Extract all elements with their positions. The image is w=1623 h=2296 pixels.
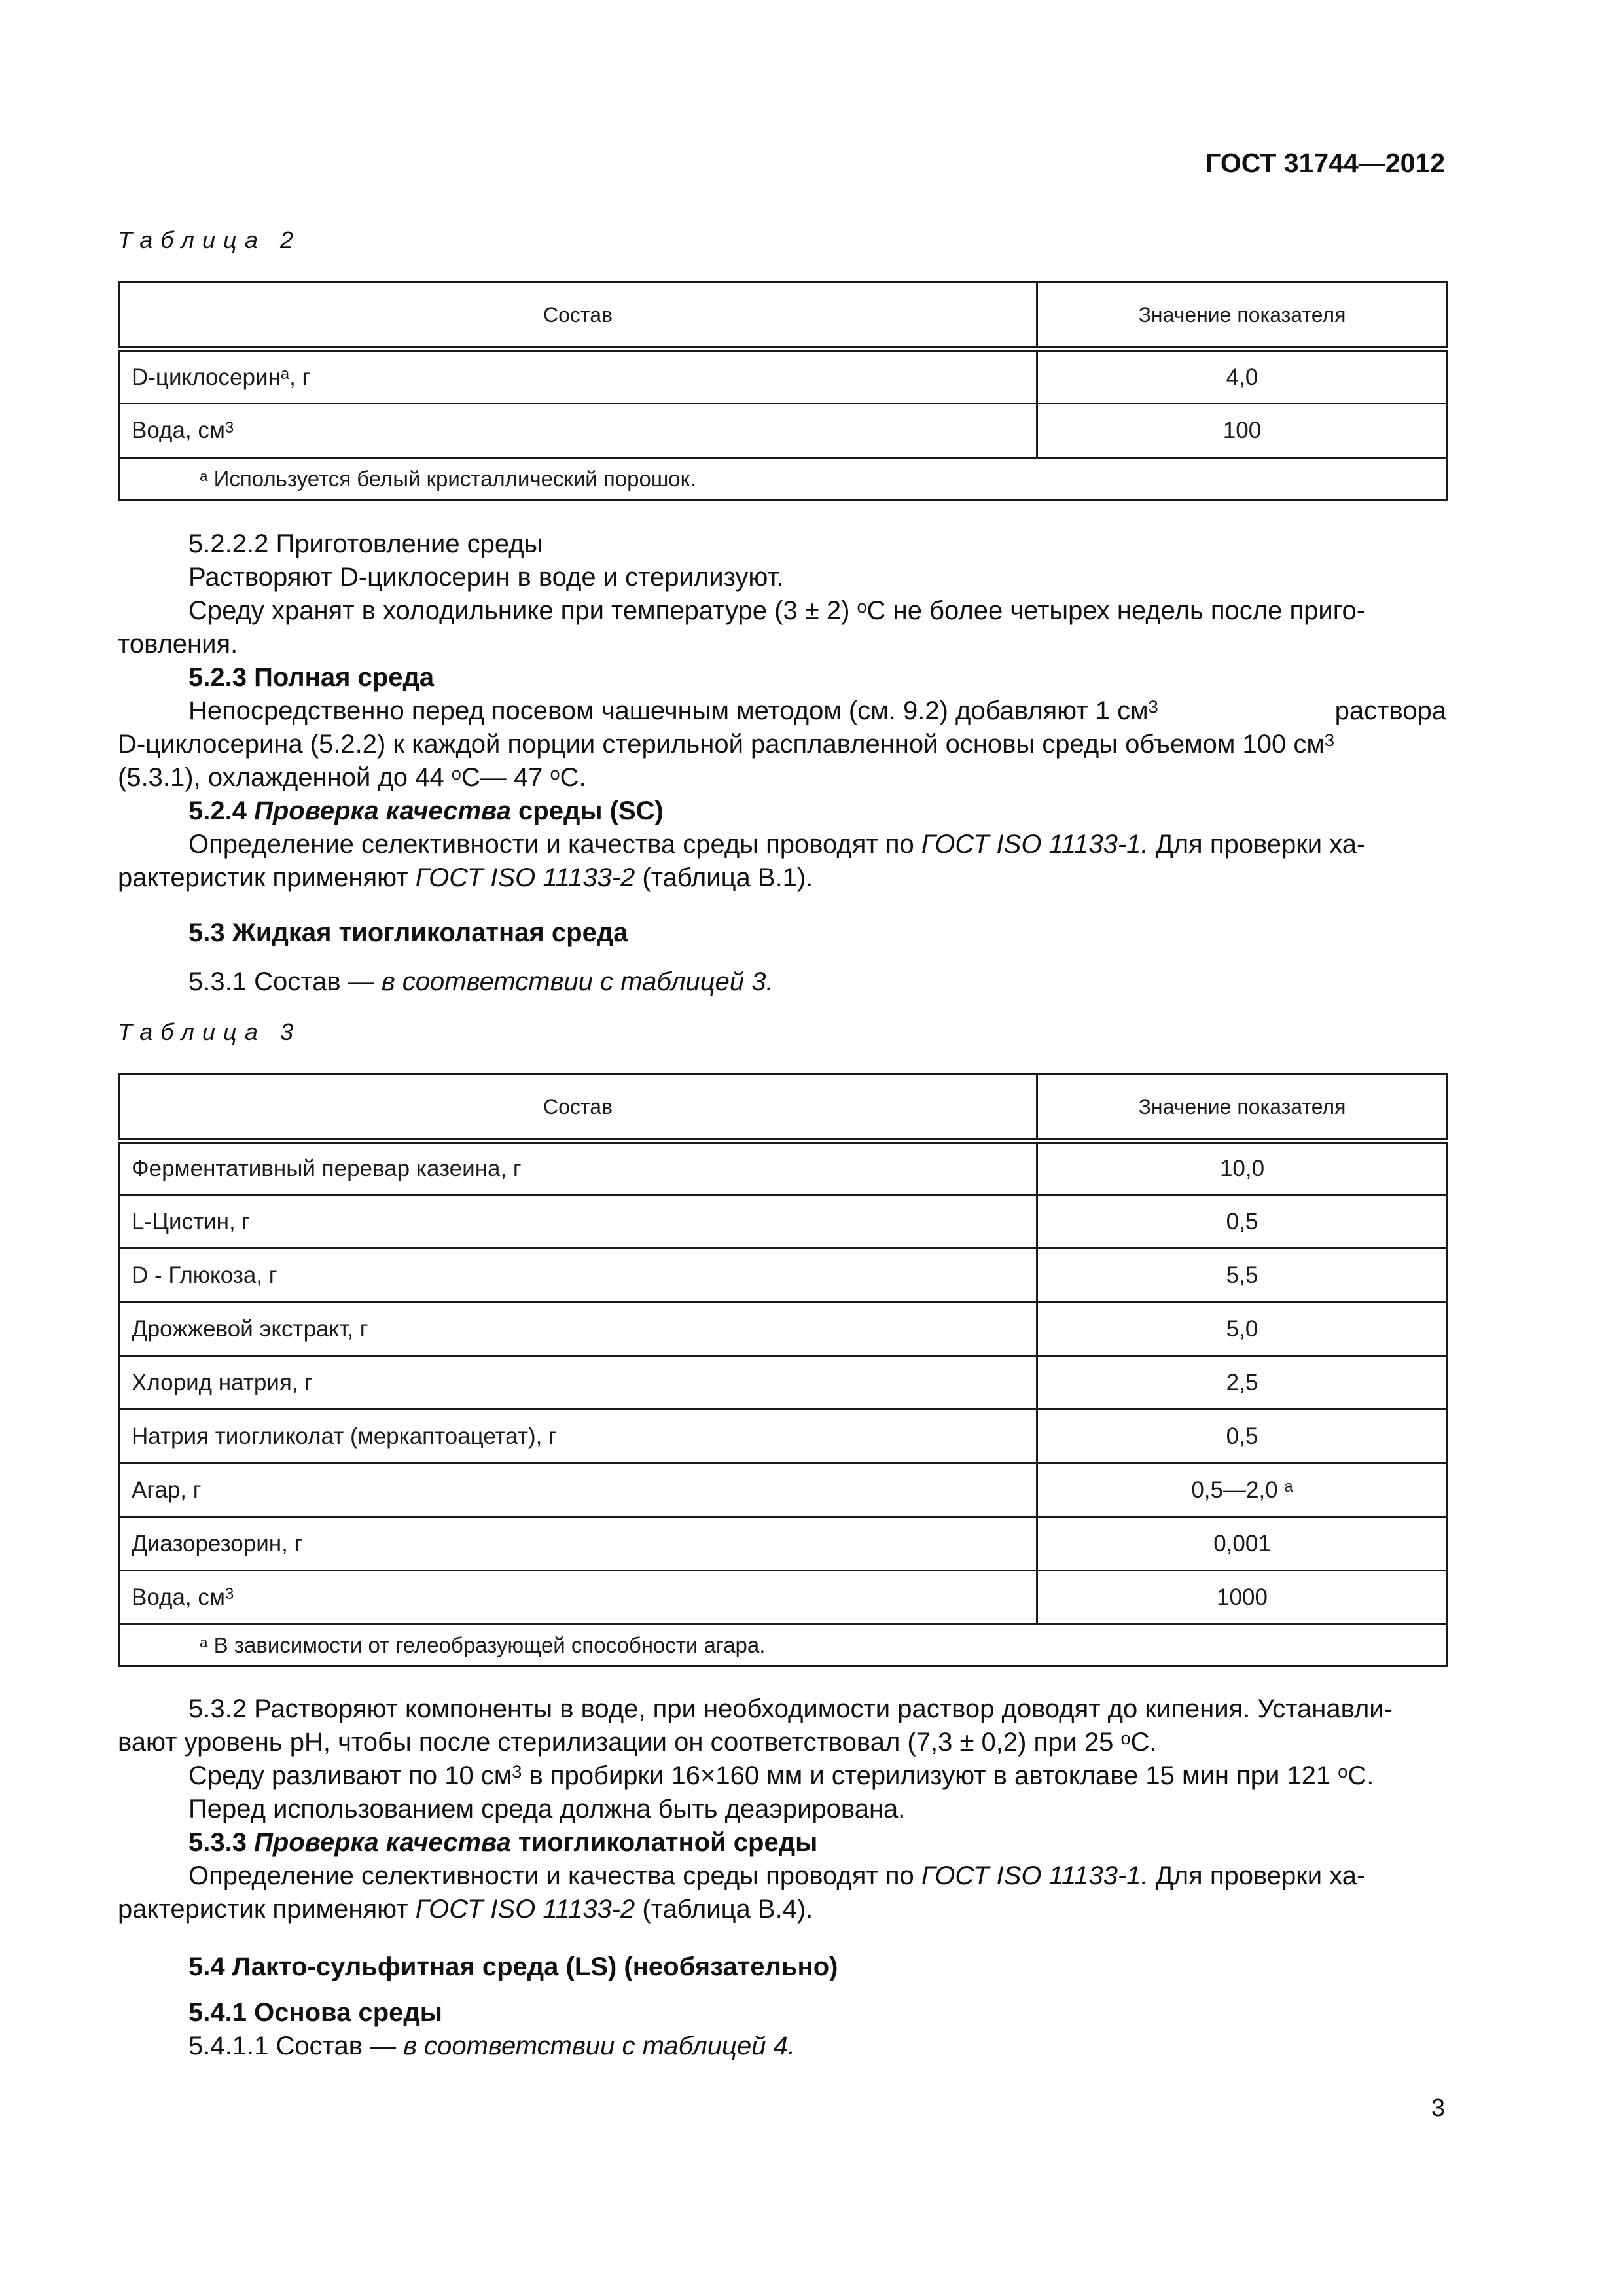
row-value: 5,5 <box>1037 1249 1448 1302</box>
table-footnote-row <box>119 1624 1448 1666</box>
section-title: 5.3 Жидкая тиогликолатная среда <box>188 918 628 947</box>
row-value: 0,001 <box>1037 1517 1448 1571</box>
row-value: 10,0 <box>1037 1141 1448 1195</box>
paragraph-line: (5.3.1), охлажденной до 44 $^о$С— 47 $^о$С. <box>118 763 586 792</box>
paragraph-line: рактеристик применяют ГОСТ ISO 11133-2 (таблица В.4). <box>118 1895 813 1924</box>
table-row <box>119 1302 1448 1356</box>
row-name: Агар, г <box>119 1463 1037 1517</box>
table-row <box>119 404 1448 458</box>
row-value: 0,5 <box>1037 1410 1448 1463</box>
section-5-2-3 <box>118 661 1446 795</box>
section-title: 5.2.2.2 Приготовление среды <box>188 529 543 558</box>
section-5-3-1 <box>118 965 1446 999</box>
paragraph: Перед использованием среда должна быть деаэрирована. <box>188 1795 906 1823</box>
table-header-row <box>119 283 1448 350</box>
row-value: 0,5—2,0 $^a$ <box>1037 1463 1448 1517</box>
table-footnote: $^a$ В зависимости от гелеобразующей способности агара. <box>119 1624 1448 1666</box>
section-title: 5.2.3 Полная среда <box>188 663 435 692</box>
column-header-value: Значение показателя <box>1037 283 1448 350</box>
row-name: Ферментативный перевар казеина, г <box>119 1141 1037 1195</box>
table-row <box>119 1249 1448 1302</box>
table-row <box>119 1141 1448 1195</box>
section-5-2-4 <box>118 795 1446 895</box>
table-footnote-row <box>119 458 1448 500</box>
table-row <box>119 1195 1448 1249</box>
row-name: D-циклосерин$^a$, г <box>119 350 1037 404</box>
paragraph: 5.3.1 Состав — в соответствии с таблицей 3. <box>188 967 774 996</box>
table-row <box>119 1517 1448 1571</box>
document-id: ГОСТ 31744—2012 <box>1205 148 1445 178</box>
table-row <box>119 1571 1448 1624</box>
row-value: 1000 <box>1037 1571 1448 1624</box>
paragraph: 5.4.1.1 Состав — в соответствии с таблицей 4. <box>188 2032 795 2060</box>
paragraph: Определение селективности и качества среды проводят по ГОСТ ISO 11133-1. Для проверки ха- <box>188 1861 1366 1890</box>
table3 <box>118 1073 1448 1667</box>
row-value: 0,5 <box>1037 1195 1448 1249</box>
paragraph-continuation: товления. <box>118 630 238 658</box>
section-5-2-2-2 <box>118 528 1446 661</box>
paragraph: 5.3.2 Растворяют компоненты в воде, при необходимости раствор доводят до кипения. Устанавли- <box>188 1695 1393 1723</box>
paragraph: Среду хранят в холодильнике при температуре (3 ± 2) $^o$С не более четырех недель после приго- <box>188 596 1366 625</box>
row-name: Дрожжевой экстракт, г <box>119 1302 1037 1356</box>
column-header-composition: Состав <box>119 283 1037 350</box>
row-name: Хлорид натрия, г <box>119 1356 1037 1410</box>
table-row <box>119 350 1448 404</box>
paragraph: Непосредственно перед посевом чашечным методом (см. 9.2) добавляют 1 $см^3$ раствора <box>188 696 1446 725</box>
section-5-3-2 <box>118 1693 1446 1826</box>
row-name: Натрия тиогликолат (меркаптоацетат), г <box>119 1410 1037 1463</box>
row-value: 4,0 <box>1037 350 1448 404</box>
row-name: D - Глюкоза, г <box>119 1249 1037 1302</box>
table2-caption: Таблица 2 <box>118 226 302 253</box>
paragraph: Растворяют D-циклосерин в воде и стерилизуют. <box>188 563 784 592</box>
column-header-composition: Состав <box>119 1075 1037 1141</box>
row-value: 2,5 <box>1037 1356 1448 1410</box>
column-header-value: Значение показателя <box>1037 1075 1448 1141</box>
page-number: 3 <box>1431 2094 1445 2122</box>
table-row <box>119 1463 1448 1517</box>
section-title: 5.4.1 Основа среды <box>188 1998 442 2027</box>
section-title: 5.2.4 Проверка качества среды (SC) <box>188 797 664 825</box>
section-5-4 <box>118 1950 1446 1984</box>
table2 <box>118 281 1448 501</box>
table-footnote: $^a$ Используется белый кристаллический порошок. <box>119 458 1448 500</box>
row-value: 5,0 <box>1037 1302 1448 1356</box>
section-5-3-3 <box>118 1826 1446 1926</box>
row-name: Вода, $см^3$ <box>119 404 1037 458</box>
row-value: 100 <box>1037 404 1448 458</box>
table-row <box>119 1356 1448 1410</box>
table3-caption: Таблица 3 <box>118 1018 302 1045</box>
section-title: 5.4 Лакто-сульфитная среда (LS) (необязательно) <box>188 1952 838 1981</box>
section-title: 5.3.3 Проверка качества тиогликолатной среды <box>188 1828 818 1857</box>
paragraph-line: рактеристик применяют ГОСТ ISO 11133-2 (таблица В.1). <box>118 863 813 892</box>
row-name: Диазорезорин, г <box>119 1517 1037 1571</box>
paragraph-line: D-циклосерина (5.2.2) к каждой порции стерильной расплавленной основы среды объемом 100 $см^3$ <box>118 730 1334 759</box>
paragraph-line: вают уровень рН, чтобы после стерилизации он соответствовал (7,3 ± 0,2) при 25 $^о$С. <box>118 1728 1157 1757</box>
table-header-row <box>119 1075 1448 1141</box>
section-5-4-1 <box>118 1996 1446 2063</box>
table-row <box>119 1410 1448 1463</box>
paragraph: Среду разливают по 10 $см^3$ в пробирки 16×160 мм и стерилизуют в автоклаве 15 мин при 121 $^о$С. <box>188 1761 1374 1790</box>
row-name: L-Цистин, г <box>119 1195 1037 1249</box>
paragraph: Определение селективности и качества среды проводят по ГОСТ ISO 11133-1. Для проверки ха- <box>188 830 1366 859</box>
section-5-3 <box>118 916 1446 950</box>
row-name: Вода, $см^3$ <box>119 1571 1037 1624</box>
